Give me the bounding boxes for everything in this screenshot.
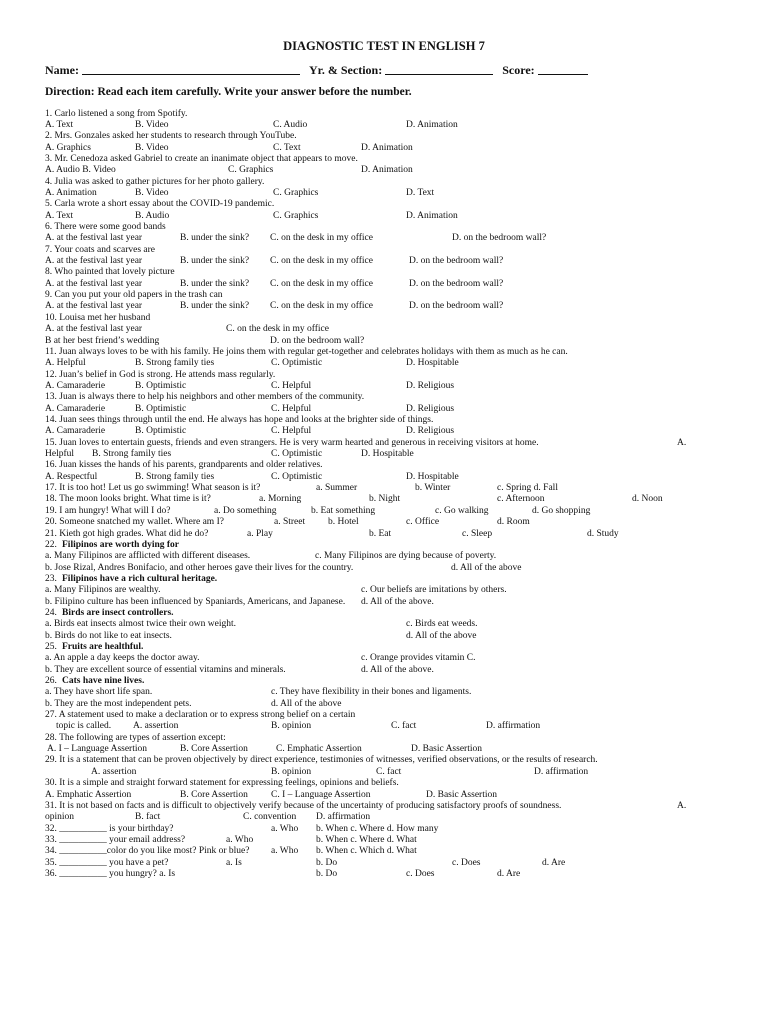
line-segment: C. Graphics — [273, 210, 319, 221]
line-segment: B at her best friend’s wedding — [45, 335, 160, 346]
line-segment: A. I – Language Assertion — [47, 744, 147, 755]
text-line — [0, 198, 768, 210]
line-segment: A. — [677, 437, 687, 448]
line-segment: B. fact — [135, 812, 161, 823]
line-segment: C. I – Language Assertion — [271, 789, 371, 800]
line-segment: D. Hospitable — [361, 449, 414, 459]
line-segment: a. Who — [226, 834, 254, 845]
line-segment: 23. — [45, 573, 57, 584]
text-line — [0, 119, 768, 131]
line-segment: B. under the sink? — [180, 278, 250, 289]
line-segment: D. on the bedroom wall? — [409, 301, 504, 312]
line-segment: 27. A statement used to make a declaration or to express strong belief on a certain — [45, 710, 356, 720]
text-line — [0, 766, 768, 778]
text-line — [0, 845, 768, 857]
text-line — [0, 562, 768, 574]
line-segment: A. at the festival last year — [45, 233, 143, 244]
line-segment: D. Text — [406, 187, 435, 198]
line-segment: 35. __________ you have a pet? — [45, 857, 169, 868]
line-segment: b. They are excellent source of essential vitamins and minerals. — [45, 664, 286, 675]
line-segment: Filipinos are worth dying for — [62, 539, 179, 550]
line-segment: B. Video — [135, 119, 169, 130]
line-segment: C. Text — [273, 142, 301, 153]
line-segment: 13. Juan is always there to help his neighbors and other members of the community. — [45, 392, 365, 403]
line-segment: 3. Mr. Cenedoza asked Gabriel to create an inanimate object that appears to move. — [45, 153, 358, 164]
text-line — [0, 130, 768, 142]
line-segment: b. Do — [316, 857, 338, 868]
text-line — [0, 857, 768, 869]
text-line — [0, 652, 768, 664]
text-line — [0, 210, 768, 222]
text-line — [0, 584, 768, 596]
direction-text: Direction: Read each item carefully. Write your answer before the number. — [45, 86, 412, 98]
line-segment: A. Animation — [45, 187, 97, 198]
line-segment: b. Do — [316, 868, 338, 879]
text-line — [0, 335, 768, 347]
line-segment: d. All of the above — [451, 562, 522, 573]
line-segment: b. When c. Where d. How many — [316, 823, 439, 834]
line-segment: a. Play — [247, 528, 273, 539]
line-segment: B. Optimistic — [135, 380, 187, 391]
text-line — [0, 596, 768, 608]
line-segment: 25. — [45, 641, 57, 652]
text-line — [0, 516, 768, 528]
line-segment: 22. — [45, 539, 57, 550]
line-segment: d. All of the above. — [361, 596, 434, 607]
line-segment: A. Camaraderie — [45, 380, 106, 391]
line-segment: D. Animation — [406, 210, 458, 221]
line-segment: 33. __________ your email address? — [45, 834, 186, 845]
line-segment: Fruits are healthful. — [62, 641, 144, 652]
name-blank[interactable] — [82, 64, 300, 75]
line-segment: B. Strong family ties — [92, 449, 172, 459]
text-line — [0, 289, 768, 301]
line-segment: D. Religious — [406, 403, 455, 414]
text-line — [0, 300, 768, 312]
line-segment: a. An apple a day keeps the doctor away. — [45, 653, 200, 664]
line-segment: b. Jose Rizal, Andres Bonifacio, and other heroes gave their lives for the country. — [45, 562, 354, 573]
text-line — [0, 244, 768, 256]
text-line — [0, 698, 768, 710]
line-segment: D. Animation — [361, 165, 413, 176]
line-segment: 1. Carlo listened a song from Spotify. — [45, 108, 188, 119]
line-segment: b. When c. Where d. What — [316, 834, 417, 845]
line-segment: D. Basic Assertion — [426, 789, 497, 800]
text-line — [0, 528, 768, 540]
line-segment: D. on the bedroom wall? — [270, 335, 365, 346]
line-segment: Cats have nine lives. — [62, 676, 145, 686]
line-segment: b. They are the most independent pets. — [45, 698, 192, 709]
line-segment: D. on the bedroom wall? — [452, 233, 547, 244]
line-segment: d. All of the above — [271, 698, 342, 709]
line-segment: 24. — [45, 607, 57, 618]
line-segment: A. assertion — [91, 766, 137, 777]
text-line — [0, 357, 768, 369]
line-segment: A. Camaraderie — [45, 426, 106, 437]
text-line — [0, 743, 768, 755]
line-segment: B. Video — [135, 142, 169, 153]
line-segment: c. Many Filipinos are dying because of poverty. — [315, 551, 497, 562]
line-segment: b. Eat — [369, 528, 392, 539]
text-line — [0, 391, 768, 403]
line-segment: A. at the festival last year — [45, 278, 143, 289]
line-segment: c. Go walking — [435, 505, 489, 516]
line-segment: 26. — [45, 676, 57, 686]
section-label: Yr. & Section: — [308, 63, 383, 77]
line-segment: B. opinion — [271, 766, 312, 777]
line-segment: a. They have short life span. — [45, 687, 153, 698]
line-segment: A. Camaraderie — [45, 403, 106, 414]
line-segment: d. Are — [542, 857, 566, 868]
text-line — [0, 266, 768, 278]
text-line — [0, 868, 768, 880]
line-segment: 2. Mrs. Gonzales asked her students to research through YouTube. — [45, 131, 297, 142]
line-segment: A. Respectful — [45, 471, 98, 482]
text-line — [0, 550, 768, 562]
line-segment: 6. There were some good bands — [45, 222, 166, 232]
text-line — [0, 471, 768, 483]
line-segment: C. Graphics — [228, 165, 274, 176]
line-segment: D. Hospitable — [406, 471, 459, 482]
line-segment: c. Spring d. Fall — [497, 483, 558, 494]
line-segment: 21. Kieth got high grades. What did he do? — [45, 528, 209, 539]
text-line — [0, 686, 768, 698]
text-line — [0, 448, 768, 460]
line-segment: 15. Juan loves to entertain guests, friends and even strangers. He is very warm hearted and generous in receiving visitors at home. — [45, 437, 539, 448]
line-segment: C. Emphatic Assertion — [276, 744, 362, 755]
text-line — [0, 641, 768, 653]
line-segment: 20. Someone snatched my wallet. Where am I? — [45, 517, 224, 528]
line-segment: 9. Can you put your old papers in the trash can — [45, 290, 223, 301]
text-line — [0, 108, 768, 120]
line-segment: B. under the sink? — [180, 301, 250, 312]
line-segment: C. on the desk in my office — [270, 278, 373, 289]
text-line — [0, 618, 768, 630]
line-segment: d. All of the above — [406, 630, 477, 641]
line-segment: Helpful — [45, 449, 75, 459]
line-segment: a. Many Filipinos are wealthy. — [45, 585, 161, 596]
line-segment: 32. __________ is your birthday? — [45, 823, 174, 834]
line-segment: A. assertion — [133, 721, 179, 732]
line-segment: a. Street — [274, 517, 306, 528]
name-label: Name: — [45, 63, 79, 77]
line-segment: D. affirmation — [316, 812, 371, 823]
score-blank[interactable] — [538, 64, 588, 75]
line-segment: a. Many Filipinos are afflicted with different diseases. — [45, 551, 251, 562]
text-line — [0, 278, 768, 290]
line-segment: 7. Your coats and scarves are — [45, 244, 156, 255]
line-segment: d. Go shopping — [532, 505, 591, 516]
line-segment: 28. The following are types of assertion except: — [45, 732, 226, 743]
score-label: Score: — [502, 63, 535, 77]
line-segment: C. Optimistic — [271, 449, 323, 459]
text-line — [0, 539, 768, 551]
text-line — [0, 732, 768, 744]
line-segment: d. Noon — [632, 494, 663, 505]
line-segment: 29. It is a statement that can be proven objectively by direct experience, testimonies of witnesses, verified observations, or the results of research. — [45, 755, 598, 766]
line-segment: a. Birds eat insects almost twice their own weight. — [45, 619, 237, 630]
text-line — [0, 505, 768, 517]
text-line — [0, 403, 768, 415]
line-segment: B. Core Assertion — [180, 789, 248, 800]
text-line — [0, 164, 768, 176]
text-line — [0, 187, 768, 199]
text-line — [0, 709, 768, 721]
line-segment: c. Sleep — [462, 528, 493, 539]
line-segment: B. Core Assertion — [180, 744, 248, 755]
text-line — [0, 777, 768, 789]
line-segment: B. under the sink? — [180, 256, 250, 266]
line-segment: A. at the festival last year — [45, 324, 143, 335]
line-segment: A. at the festival last year — [45, 256, 143, 266]
line-segment: 34. __________color do you like most? Pink or blue? — [45, 846, 250, 857]
line-segment: B. Optimistic — [135, 426, 187, 437]
line-segment: c. Does — [406, 868, 435, 879]
text-line — [0, 232, 768, 244]
text-line — [0, 221, 768, 233]
line-segment: b. Birds do not like to eat insects. — [45, 630, 172, 641]
text-line — [0, 630, 768, 642]
line-segment: 17. It is too hot! Let us go swimming! What season is it? — [45, 483, 261, 494]
line-segment: A. Graphics — [45, 142, 91, 153]
line-segment: B. opinion — [271, 721, 312, 732]
text-line — [0, 153, 768, 165]
line-segment: c. Birds eat weeds. — [406, 619, 478, 630]
line-segment: C. fact — [391, 721, 417, 732]
text-line — [0, 482, 768, 494]
line-segment: 36. __________ you hungry? a. Is — [45, 868, 176, 879]
line-segment: b. Filipino culture has been influenced by Spaniards, Americans, and Japanese. — [45, 596, 346, 607]
section-blank[interactable] — [385, 64, 493, 75]
line-segment: 30. It is a simple and straight forward statement for expressing feelings, opinions and beliefs. — [45, 778, 399, 789]
line-segment: D. on the bedroom wall? — [409, 256, 504, 266]
line-segment: b. Hotel — [328, 517, 359, 528]
line-segment: B. under the sink? — [180, 233, 250, 244]
line-segment: A. Helpful — [45, 358, 86, 369]
line-segment: B. Audio — [135, 210, 170, 221]
line-segment: C. Helpful — [271, 380, 312, 391]
line-segment: d. Room — [497, 517, 530, 528]
text-line — [0, 789, 768, 801]
line-segment: 8. Who painted that lovely picture — [45, 267, 175, 278]
line-segment: c. Office — [406, 517, 440, 528]
line-segment: B. Optimistic — [135, 403, 187, 414]
line-segment: 16. Juan kisses the hands of his parents, grandparents and older relatives. — [45, 460, 323, 471]
header-fields — [45, 63, 588, 78]
line-segment: c. They have flexibility in their bones and ligaments. — [271, 687, 472, 698]
line-segment: B. Video — [135, 187, 169, 198]
line-segment: A. — [677, 800, 687, 811]
text-line — [0, 675, 768, 687]
text-line — [0, 493, 768, 505]
text-line — [0, 380, 768, 392]
text-line — [0, 425, 768, 437]
line-segment: a. Morning — [259, 494, 302, 505]
text-line — [0, 823, 768, 835]
line-segment: b. Winter — [415, 483, 451, 494]
line-segment: D. on the bedroom wall? — [409, 278, 504, 289]
text-line — [0, 176, 768, 188]
line-segment: a. Do something — [214, 505, 277, 516]
line-segment: B. Strong family ties — [135, 358, 215, 369]
line-segment: 31. It is not based on facts and is difficult to objectively verify because of the uncertainty of producing satisfactory proofs of soundness. — [45, 800, 562, 811]
text-line — [0, 459, 768, 471]
text-line — [0, 142, 768, 154]
line-segment: A. Text — [45, 210, 74, 221]
text-line — [0, 720, 768, 732]
line-segment: d. Are — [497, 868, 521, 879]
line-segment: B. Strong family ties — [135, 471, 215, 482]
line-segment: C. fact — [376, 766, 402, 777]
line-segment: C. Helpful — [271, 403, 312, 414]
line-segment: 19. I am hungry! What will I do? — [45, 505, 171, 516]
line-segment: 18. The moon looks bright. What time is it? — [45, 494, 211, 505]
line-segment: C. Helpful — [271, 426, 312, 437]
text-line — [0, 800, 768, 812]
line-segment: A. Audio B. Video — [45, 165, 116, 176]
line-segment: A. Emphatic Assertion — [45, 789, 132, 800]
line-segment: D. Animation — [406, 119, 458, 130]
line-segment: 5. Carla wrote a short essay about the COVID-19 pandemic. — [45, 199, 275, 210]
line-segment: 4. Julia was asked to gather pictures for her photo gallery. — [45, 176, 265, 187]
line-segment: D. Religious — [406, 380, 455, 391]
line-segment: C. on the desk in my office — [226, 324, 329, 335]
text-line — [0, 255, 768, 267]
line-segment: c. Orange provides vitamin C. — [361, 653, 476, 664]
line-segment: Filipinos have a rich cultural heritage. — [62, 573, 218, 584]
line-segment: 11. Juan always loves to be with his family. He joins them with regular get-together and celebrates holidays with them as much as he can. — [45, 346, 568, 357]
line-segment: C. on the desk in my office — [270, 256, 373, 266]
text-line — [0, 312, 768, 324]
text-line — [0, 664, 768, 676]
text-line — [0, 346, 768, 358]
line-segment: d. Study — [587, 528, 619, 539]
line-segment: C. on the desk in my office — [270, 233, 373, 244]
text-line — [0, 437, 768, 449]
line-segment: b. Night — [369, 494, 401, 505]
line-segment: opinion — [45, 812, 75, 823]
line-segment: C. Optimistic — [271, 358, 323, 369]
line-segment: c. Afternoon — [497, 494, 545, 505]
line-segment: D. affirmation — [534, 766, 589, 777]
line-segment: 14. Juan sees things through until the end. He always has hope and looks at the brighter side of things. — [45, 414, 434, 425]
text-line — [0, 607, 768, 619]
line-segment: C. Optimistic — [271, 471, 323, 482]
line-segment: A. Text — [45, 119, 74, 130]
line-segment: c. Does — [452, 857, 481, 868]
line-segment: b. When c. Which d. What — [316, 846, 417, 857]
line-segment: C. Graphics — [273, 187, 319, 198]
text-line — [0, 834, 768, 846]
line-segment: c. Our beliefs are imitations by others. — [361, 585, 507, 596]
line-segment: D. Animation — [361, 142, 413, 153]
line-segment: D. Hospitable — [406, 358, 459, 369]
text-line — [0, 754, 768, 766]
line-segment: b. Eat something — [311, 505, 376, 516]
line-segment: A. at the festival last year — [45, 301, 143, 312]
text-line — [0, 323, 768, 335]
line-segment: d. All of the above. — [361, 664, 434, 675]
line-segment: C. Audio — [273, 119, 308, 130]
line-segment: topic is called. — [56, 721, 112, 732]
line-segment: D. Religious — [406, 426, 455, 437]
line-segment: C. on the desk in my office — [270, 301, 373, 312]
text-line — [0, 573, 768, 585]
line-segment: a. Who — [271, 846, 299, 857]
line-segment: D. Basic Assertion — [411, 744, 482, 755]
line-segment: C. convention — [243, 812, 297, 823]
text-line — [0, 414, 768, 426]
line-segment: 10. Louisa met her husband — [45, 312, 151, 323]
line-segment: D. affirmation — [486, 721, 541, 732]
test-title: DIAGNOSTIC TEST IN ENGLISH 7 — [283, 39, 485, 53]
line-segment: 12. Juan’s belief in God is strong. He attends mass regularly. — [45, 369, 276, 380]
line-segment: a. Is — [226, 857, 242, 868]
text-line — [0, 369, 768, 381]
line-segment: Birds are insect controllers. — [62, 607, 174, 618]
line-segment: a. Who — [271, 823, 299, 834]
text-line — [0, 811, 768, 823]
line-segment: a. Summer — [316, 483, 358, 494]
